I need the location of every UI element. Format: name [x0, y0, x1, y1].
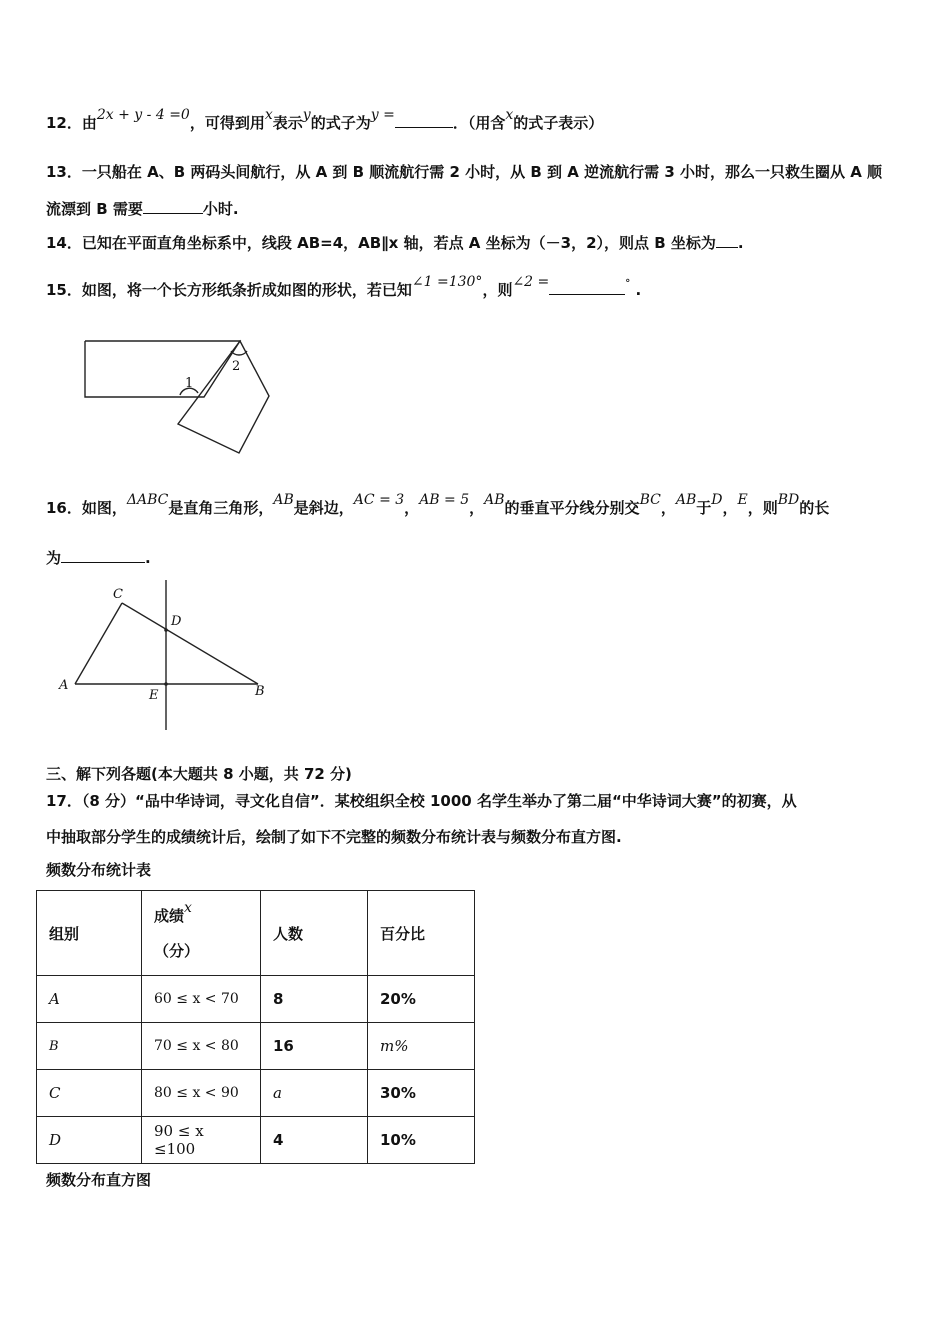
- question-17-line1: 17．（8 分）“品中华诗词，寻文化自信”．某校组织全校 1000 名学生举办了第二届“中华诗词大赛”的初赛，从: [46, 792, 797, 810]
- folded-strip-figure: [80, 335, 275, 455]
- answer-blank: [716, 233, 738, 248]
- question-17-line2: 中抽取部分学生的成绩统计后，绘制了如下不完整的频数分布统计表与频数分布直方图.: [46, 828, 622, 846]
- table-row: D 90 ≤ x ≤100 4 10%: [37, 1117, 475, 1164]
- point-a-label: A: [59, 678, 69, 693]
- answer-blank: [549, 280, 625, 295]
- section-3-heading: 三、解下列各题(本大题共 8 小题，共 72 分): [46, 765, 352, 783]
- table-row: A 60 ≤ x < 70 8 20%: [37, 976, 475, 1023]
- header-group: 组别: [37, 891, 142, 976]
- angle1: ∠1 =130°: [411, 274, 483, 290]
- answer-blank: [143, 199, 203, 214]
- header-count: 人数: [261, 891, 368, 976]
- table-title: 频数分布统计表: [46, 861, 152, 879]
- equation: 2x + y - 4 =0: [96, 107, 190, 123]
- table-row: B 70 ≤ x < 80 16 m%: [37, 1023, 475, 1070]
- table-row: C 80 ≤ x < 90 a 30%: [37, 1070, 475, 1117]
- frequency-table: [36, 890, 475, 1164]
- right-triangle-figure: [55, 575, 280, 735]
- angle2: ∠2 =: [512, 274, 550, 290]
- header-score: 成绩x （分）: [142, 891, 261, 976]
- point-b-label: B: [255, 684, 265, 699]
- point-c-label: C: [113, 587, 123, 602]
- question-13-line2: 流漂到 B 需要 小时.: [46, 200, 239, 218]
- question-14: 14．已知在平面直角坐标系中，线段 AB=4，AB∥x 轴，若点 A 坐标为（－3，2），则点 B 坐标为 .: [46, 234, 744, 252]
- point-d-label: D: [171, 614, 182, 629]
- question-16: 16．如图，ΔABC是直角三角形，AB是斜边，AC = 3，AB = 5，AB的垂直平分线分别交BC，AB于D，E，则BD的长: [46, 492, 830, 517]
- question-16-line2: 为 .: [46, 549, 151, 567]
- angle-1-label: 1: [185, 376, 194, 391]
- answer-blank: [395, 113, 453, 128]
- table-header-row: [37, 891, 475, 976]
- answer-blank: [61, 548, 145, 563]
- question-13-line1: 13．一只船在 A、B 两码头间航行，从 A 到 B 顺流航行需 2 小时，从 B 到 A 逆流航行需 3 小时，那么一只救生圈从 A 顺: [46, 163, 883, 181]
- angle-2-label: 2: [232, 359, 241, 374]
- histogram-title: 频数分布直方图: [46, 1171, 152, 1189]
- point-e-label: E: [149, 688, 159, 703]
- header-percent: 百分比: [368, 891, 475, 976]
- question-15: 15．如图，将一个长方形纸条折成如图的形状，若已知∠1 =130°，则∠2 = ° .: [46, 274, 642, 299]
- question-12: 12．由2x + y - 4 =0，可得到用x表示y的式子为y = ．（用含x的式子表示）: [46, 107, 604, 132]
